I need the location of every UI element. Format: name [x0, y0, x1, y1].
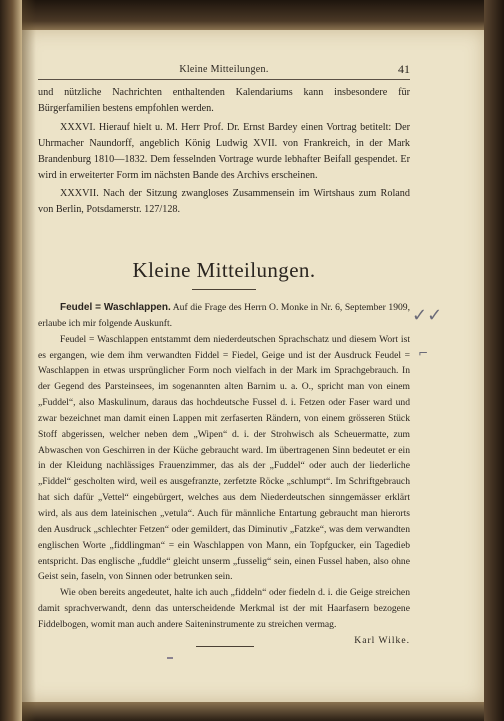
article-body: Feudel = Waschlappen entstammt dem niederdeutschen Sprachschatz und diesem Wort ist es ergangen, wie dem ihm verwandten Fiddel = Fiedel, Geige und ist der Ausdruck Feudel = Waschlappen in etwas ursprünglicher Form noch vielfach in der Mark im Sprachgebrauch. In der Gegend des Parsteinsees, im sogenannten alten Barnim u. a. O., spricht man von einem „Fuddel“, also Maskulinum, daraus das hochdeutsche Fussel d. i. Fetzen oder Faser ward und zwar bezeichnet man damit einen Lappen mit zerfaserten Rändern, von einem grösseren Stück Stoff abgerissen, welcher neben dem „Wipen“ d. i. der Strohwisch als Scheuermatte, zum Abwaschen von Geschirren in der Küche gebraucht ward. Im übertragenen Sinn bedeutet er ein in der Kleidung nachlässiges Frauenzimmer, das als der „Fuddel“ oder auch der liederliche „Fiddel“ gescholten wird, weil es ausgefranzte, zerfetzte Röcke „schlumpt“. Im Schriftgebrauch hat sich dafür „Vettel“ eingebürgert, welches aus dem Niederdeutschen sinngemässer erklärt wird, als aus dem lateinischen „vetula“. Auch für männliche Entartung gebraucht man hierorts den Ausdruck „schlechter Fetzen“ oder gemildert, das Diminutiv „Fatzke“, was dem verwandten englischen Worte „fiddlingman“ = ein Waschlappen von Mann, ein Topfgucker, ein Tagedieb entspricht. Das englische „fuddle“ gleicht unserm „fusselig“ sein, einen Fussel haben, also ohne Geist sein, faseln, von Sinnen oder betrunken sein. — [38, 333, 410, 583]
spine-shadow — [22, 0, 36, 721]
book-left-edge — [0, 0, 22, 721]
article-lead-text: Auf die Frage des Herrn O. Monke in Nr. 6, September 1909, erlaube ich mir folgende Auskunft. — [38, 302, 410, 329]
book-top-edge — [22, 0, 484, 30]
article-feudel — [38, 300, 410, 649]
header-rule — [38, 79, 410, 80]
running-head-title: Kleine Mitteilungen. — [179, 64, 269, 75]
paragraph-text: und nützliche Nachrichten enthaltenden Kalendariums kann insbesondere für Bürgerfamilien bestens empfohlen werden. — [38, 87, 410, 115]
section-rule — [192, 289, 256, 290]
pencil-mark — [167, 657, 173, 659]
running-head — [38, 64, 410, 75]
paragraph-xxxvii — [38, 186, 410, 218]
book-bottom-edge — [22, 702, 484, 721]
paragraph-xxxvi — [38, 120, 410, 184]
paragraph-text: XXXVI. Hierauf hielt u. M. Herr Prof. Dr. Ernst Bardey einen Vortrag betitelt: Der Uhrmacher Naundorff, angeblich König Ludwig XVII. von Frankreich, in der Mark Brandenburg 1810—1832. Dem fesselnden Vortrage wurde lebhafter Beifall gespendet. Er wird in erweiterter Form im nächsten Bande des Archivs erscheinen. — [38, 122, 410, 182]
margin-tick-annotation: ⌐ — [418, 346, 429, 360]
article-lead-paragraph — [38, 300, 410, 332]
paragraph-text: XXXVII. Nach der Sitzung zwangloses Zusammensein im Wirtshaus zum Roland von Berlin, Potsdamerstr. 127/128. — [38, 188, 410, 216]
article-lead-term: Feudel = Waschlappen. — [60, 302, 171, 313]
article-closing-text: Wie oben bereits angedeutet, halte ich auch „fiddeln“ oder fiedeln d. i. die Geige streichen damit sprachverwandt, denn das unterscheidende Merkmal ist der mit Haarfasern bezogene Fiddelbogen, womit man auch andere Saiteninstrumente zu streichen vermag. — [38, 587, 410, 630]
page-number: 41 — [398, 62, 410, 76]
book-right-edge — [484, 0, 504, 721]
paragraph-kalendarium — [38, 85, 410, 117]
article-closing — [38, 585, 410, 646]
section-heading: Kleine Mitteilungen. — [132, 258, 316, 282]
article-signature: Karl Wilke. — [354, 634, 410, 646]
margin-checkmark-annotation: ✓✓ — [412, 305, 443, 326]
end-rule — [196, 646, 254, 647]
